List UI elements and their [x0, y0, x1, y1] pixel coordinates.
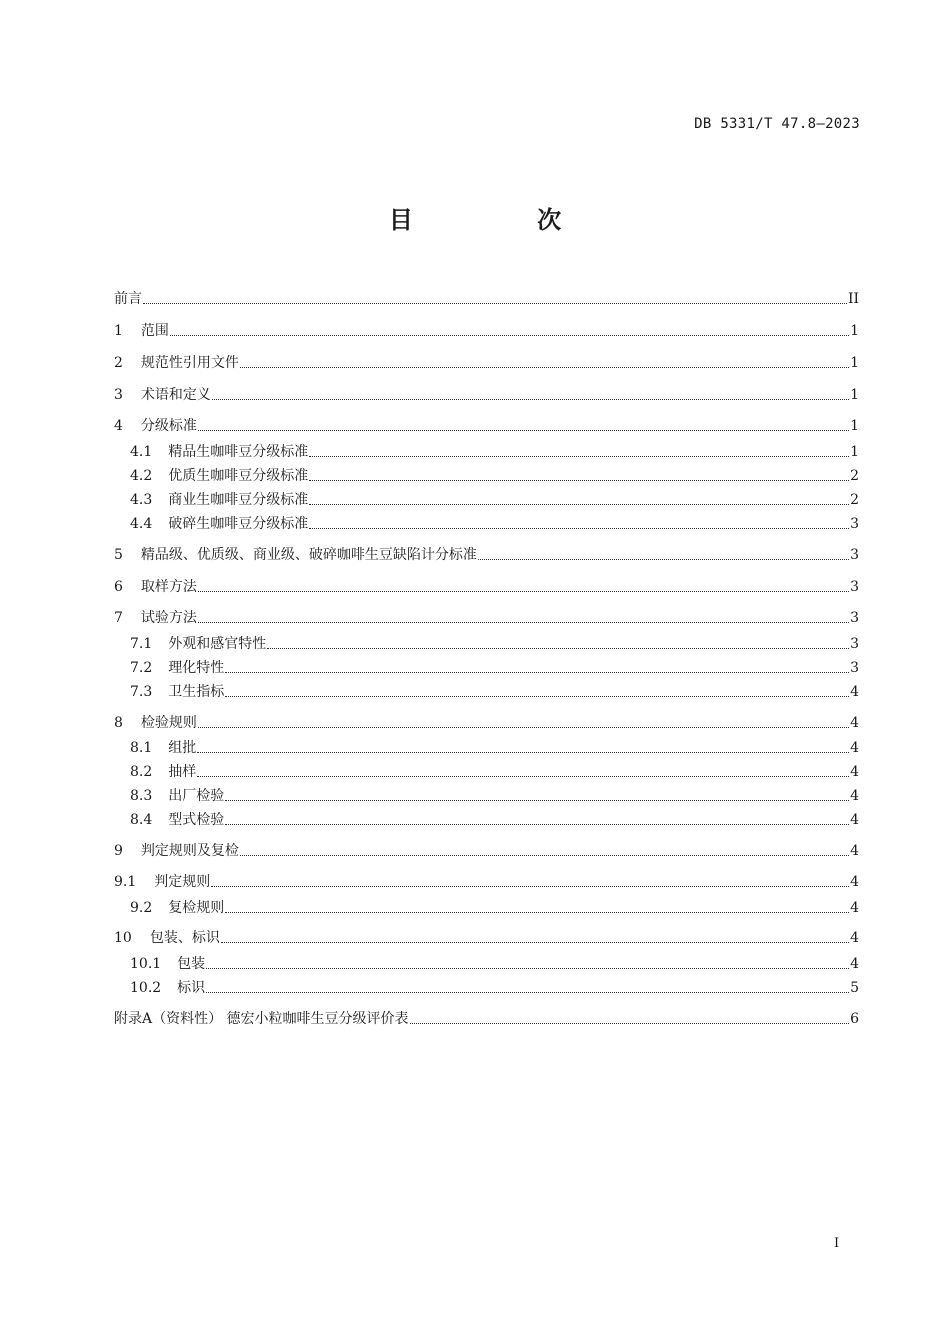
toc-leader-dots	[197, 751, 849, 753]
document-id: DB 5331/T 47.8—2023	[694, 116, 860, 132]
toc-entry-title: 附录A（资料性） 德宏小粒咖啡生豆分级评价表	[114, 1011, 409, 1027]
toc-entry-page: 3	[850, 516, 859, 532]
toc-entry-number: 4.2	[130, 468, 153, 484]
toc-entry-number: 7.2	[130, 660, 153, 676]
toc-entry-title: 精品级、优质级、商业级、破碎咖啡生豆缺陷计分标准	[140, 547, 477, 563]
toc-entry-number: 5	[114, 547, 123, 563]
toc-leader-dots	[212, 398, 849, 400]
toc-leader-dots	[309, 455, 849, 457]
toc-entry-page: 4	[850, 684, 859, 700]
toc-entry-title: 标识	[177, 980, 206, 996]
toc-entry-page: 4	[850, 900, 859, 916]
toc-entry-number: 6	[114, 579, 123, 595]
toc-leader-dots	[309, 503, 849, 505]
toc-entry-page: 3	[850, 547, 859, 563]
toc-entry-number: 4.4	[130, 516, 153, 532]
toc-entry-number: 4	[114, 418, 123, 434]
page-number: I	[834, 1236, 840, 1251]
toc-entry-page: 1	[850, 355, 859, 371]
toc-entry-number: 7	[114, 610, 123, 626]
toc-entry-page: 4	[850, 874, 859, 890]
toc-entry-title: 规范性引用文件	[140, 355, 239, 371]
toc-entry[interactable]	[130, 442, 859, 462]
toc-entry[interactable]	[114, 353, 859, 373]
toc-entry-title: 破碎生咖啡豆分级标准	[168, 516, 309, 532]
toc-entry-page: 4	[850, 812, 859, 828]
toc-entry-page: 4	[850, 843, 859, 859]
toc-entry-page: 4	[850, 764, 859, 780]
toc-entry[interactable]	[130, 898, 859, 918]
toc-entry-number: 9.2	[130, 900, 153, 916]
toc-entry-number: 2	[114, 355, 123, 371]
toc-entry[interactable]	[130, 514, 859, 534]
toc-entry[interactable]	[114, 1009, 859, 1029]
toc-entry-number: 8.3	[130, 788, 153, 804]
toc-entry-title: 前言	[114, 291, 142, 307]
toc-entry-title: 型式检验	[168, 812, 225, 828]
toc-entry-title: 包装、标识	[149, 930, 220, 946]
toc-entry[interactable]	[114, 416, 859, 436]
toc-entry-page: 2	[850, 468, 859, 484]
toc-entry-page: 4	[850, 930, 859, 946]
toc-entry-title: 优质生咖啡豆分级标准	[168, 468, 309, 484]
toc-leader-dots	[309, 527, 849, 529]
toc-entry-title: 组批	[168, 740, 197, 756]
toc-leader-dots	[206, 991, 849, 993]
toc-leader-dots	[206, 967, 849, 969]
toc-entry-title: 判定规则	[154, 874, 211, 890]
toc-entry-number: 1	[114, 323, 123, 339]
toc-entry-title: 商业生咖啡豆分级标准	[168, 492, 309, 508]
toc-entry[interactable]	[130, 466, 859, 486]
toc-leader-dots	[198, 429, 849, 431]
toc-entry[interactable]	[114, 289, 859, 309]
toc-leader-dots	[225, 799, 849, 801]
toc-entry[interactable]	[114, 841, 859, 861]
toc-leader-dots	[198, 621, 849, 623]
toc-entry[interactable]	[114, 321, 859, 341]
toc-entry-page: 1	[850, 323, 859, 339]
toc-entry-title: 精品生咖啡豆分级标准	[168, 444, 309, 460]
toc-leader-dots	[478, 558, 849, 560]
page-title: 目 次	[388, 206, 620, 234]
toc-entry-number: 3	[114, 387, 123, 403]
toc-entry-title: 复检规则	[168, 900, 225, 916]
toc-entry-number: 9	[114, 843, 123, 859]
toc-entry-title: 判定规则及复检	[140, 843, 239, 859]
toc-entry-title: 试验方法	[140, 610, 197, 626]
toc-entry-title: 外观和感官特性	[168, 636, 267, 652]
toc-entry-page: 5	[850, 980, 859, 996]
toc-entry-title: 出厂检验	[168, 788, 225, 804]
toc-leader-dots	[240, 854, 849, 856]
toc-entry[interactable]	[114, 385, 859, 405]
toc-leader-dots	[170, 334, 849, 336]
toc-entry-number: 4.3	[130, 492, 153, 508]
toc-leader-dots	[198, 590, 849, 592]
toc-entry-title: 范围	[140, 323, 169, 339]
toc-entry-page: 3	[850, 610, 859, 626]
toc-entry[interactable]	[114, 545, 859, 565]
toc-entry[interactable]	[114, 872, 859, 892]
toc-entry-title: 取样方法	[140, 579, 197, 595]
toc-leader-dots	[211, 885, 849, 887]
toc-entry-number: 8.2	[130, 764, 153, 780]
toc-leader-dots	[198, 726, 849, 728]
toc-entry[interactable]	[114, 577, 859, 597]
toc-entry[interactable]	[130, 786, 859, 806]
toc-entry-page: 1	[850, 387, 859, 403]
toc-entry[interactable]	[130, 490, 859, 510]
toc-entry[interactable]	[114, 608, 859, 628]
toc-entry-page: 3	[850, 636, 859, 652]
toc-entry[interactable]	[130, 658, 859, 678]
toc-entry[interactable]	[130, 810, 859, 830]
toc-leader-dots	[225, 823, 849, 825]
toc-entry-page: 4	[850, 740, 859, 756]
toc-entry-page: 4	[850, 788, 859, 804]
toc-entry-number: 9.1	[114, 874, 137, 890]
toc-leader-dots	[410, 1022, 850, 1024]
toc-entry-title: 包装	[177, 956, 206, 972]
toc-entry-number: 10.1	[130, 956, 162, 972]
toc-entry-page: II	[847, 291, 859, 307]
toc-leader-dots	[143, 302, 847, 304]
toc-entry-page: 2	[850, 492, 859, 508]
toc-entry-title: 检验规则	[140, 715, 197, 731]
toc-entry-title: 卫生指标	[168, 684, 225, 700]
toc-leader-dots	[221, 941, 849, 943]
toc-entry-title: 理化特性	[168, 660, 225, 676]
toc-entry-title: 术语和定义	[140, 387, 211, 403]
toc-entry-page: 4	[850, 956, 859, 972]
toc-entry-number: 7.1	[130, 636, 153, 652]
toc-leader-dots	[225, 695, 849, 697]
toc-leader-dots	[197, 775, 849, 777]
toc-entry-number: 8	[114, 715, 123, 731]
toc-entry-page: 4	[850, 715, 859, 731]
toc-entry-number: 8.1	[130, 740, 153, 756]
toc-leader-dots	[267, 647, 849, 649]
toc-leader-dots	[225, 671, 849, 673]
toc-entry-title: 分级标准	[140, 418, 197, 434]
toc-entry-number: 10.2	[130, 980, 162, 996]
toc-entry[interactable]	[130, 634, 859, 654]
toc-entry[interactable]	[130, 738, 859, 758]
toc-entry[interactable]	[130, 682, 859, 702]
toc-entry[interactable]	[130, 978, 859, 998]
toc-entry-page: 3	[850, 579, 859, 595]
toc-entry-title: 抽样	[168, 764, 197, 780]
toc-leader-dots	[240, 366, 849, 368]
toc-entry-number: 10	[114, 930, 132, 946]
toc-entry-number: 4.1	[130, 444, 153, 460]
toc-entry-page: 6	[850, 1011, 859, 1027]
toc-entry-page: 3	[850, 660, 859, 676]
toc-entry-number: 8.4	[130, 812, 153, 828]
toc-entry-page: 1	[850, 444, 859, 460]
toc-entry[interactable]	[130, 954, 859, 974]
toc-entry-number: 7.3	[130, 684, 153, 700]
toc-leader-dots	[225, 911, 849, 913]
toc-entry[interactable]	[114, 713, 859, 733]
toc-entry-page: 1	[850, 418, 859, 434]
toc-leader-dots	[309, 479, 849, 481]
toc-entry[interactable]	[130, 762, 859, 782]
toc-entry[interactable]	[114, 928, 859, 948]
